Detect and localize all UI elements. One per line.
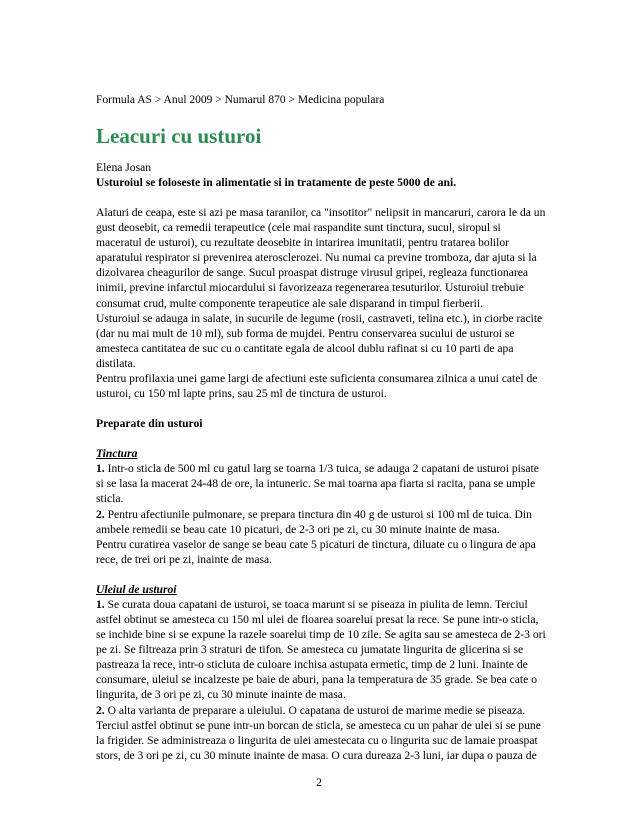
item-text: O alta varianta de preparare a uleiului. O capatana de usturoi de marime medie se piseaza. Terciul astfel obtinut se pune intr-un borcan de sticla, se amesteca cu un pahar de ulei si se pune la frigider. Se administreaza o lingurita de ulei amestecata cu o lingurita suc de lamaie proaspat stors, de 3 ori pe zi, cu 30 minute inainte de masa. O cura dureaza 2-3 luni, iar dupa o pauza de [96, 703, 541, 762]
article-content [96, 93, 548, 763]
section-heading: Preparate din usturoi [96, 417, 203, 431]
item-number: 1. [96, 462, 105, 476]
article-lead: Usturoiul se foloseste in alimentatie si in tratamente de peste 5000 de ani. [96, 176, 457, 189]
tinctura-note: Pentru curatirea vaselor de sange se beau cate 5 picaturi de tinctura, diluate cu o lingura de apa rece, de trei ori pe zi, inainte de masa. [96, 537, 536, 566]
uleiul-item-1 [96, 597, 548, 703]
uleiul-item-2 [96, 703, 548, 763]
page-number: 2 [316, 776, 322, 789]
intro-paragraph-2: Usturoiul se adauga in salate, in sucurile de legume (rosii, castraveti, telina etc.), in ciorbe racite (dar nu mai mult de 10 ml), sub forma de mujdei. Pentru conservarea sucului de usturoi se amesteca cantitatea de suc cu o cantitate egala de alcool dublu rafinat si cu 10 parti de apa distilata. [96, 311, 543, 370]
item-number: 2. [96, 703, 105, 717]
tinctura-item-1 [96, 461, 548, 506]
subsection-heading-tinctura: Tinctura [96, 447, 138, 461]
subsection-heading-uleiul: Uleiul de usturoi [96, 582, 177, 596]
spacer [96, 567, 548, 582]
spacer [96, 431, 548, 446]
item-text: Pentru afectiunile pulmonare, se prepara tinctura din 40 g de usturoi si 100 ml de tuica. Din ambele remedii se beau cate 10 picaturi, de 2-3 ori pe zi, cu 30 minute inainte de masa. [96, 507, 532, 536]
article-author: Elena Josan [96, 161, 152, 174]
intro-paragraph-3: Pentru profilaxia unei game largi de afectiuni este suficienta consumarea zilnica a unui catel de usturoi, cu 150 ml lapte prins, sau 25 ml de tinctura de usturoi. [96, 372, 538, 401]
breadcrumb: Formula AS > Anul 2009 > Numarul 870 > Medicina populara [96, 94, 385, 106]
spacer [96, 401, 548, 416]
item-number: 2. [96, 507, 105, 521]
intro-paragraph-1: Alaturi de ceapa, este si azi pe masa taranilor, ca "insotitor" nelipsit in mancaruri, carora le da un gust deosebit, ca remedii terapeutice (cele mai raspandite sunt tinctura, sucul, siropul si maceratul de usturoi), cu rezultate deosebite in intarirea imunitatii, pentru tratarea bolilor aparatului respirator si prevenirea aterosclerozei. Nu numai ca previne tromboza, dar ajuta si la dizolvarea cheagurilor de sange. Sucul proaspat distruge virusul gripei, regleaza functionarea inimii, previne infarctul miocardului si favorizeaza regenerarea tesuturilor. Usturoiul trebuie consumat crud, multe componente terapeutice ale sale disparand in timpul fierberii. [96, 206, 546, 310]
tinctura-item-2 [96, 507, 548, 537]
article-title: Leacuri cu usturoi [96, 124, 262, 148]
item-text: Intr-o sticla de 500 ml cu gatul larg se toarna 1/3 tuica, se adauga 2 capatani de usturoi pisate si se lasa la macerat 24-48 de ore, la intuneric. Se mai toarna apa fiarta si racita, pana se umple sticla. [96, 462, 539, 506]
item-text: Se curata doua capatani de usturoi, se toaca marunt si se piseaza in piulita de lemn. Terciul astfel obtinut se amesteca cu 150 ml ulei de floarea soarelui presat la rece. Se pune intr-o sticla, se inchide bine si se expune la razele soarelui timp de 10 zile. Se agita sau se amesteca de 2-3 ori pe zi. Se filtreaza prin 3 straturi de tifon. Se amesteca cu jumatate lingurita de glicerina si se pastreaza la rece, intr-o sticluta de culoare inchisa astupata ermetic, timp de 2 luni. Inainte de consumare, uleiul se incalzeste pe baie de aburi, pana la temperatura de 35 grade. Se bea cate o lingurita, de 3 ori pe zi, cu 30 minute inainte de masa. [96, 597, 546, 702]
spacer [96, 190, 548, 205]
item-number: 1. [96, 597, 105, 611]
